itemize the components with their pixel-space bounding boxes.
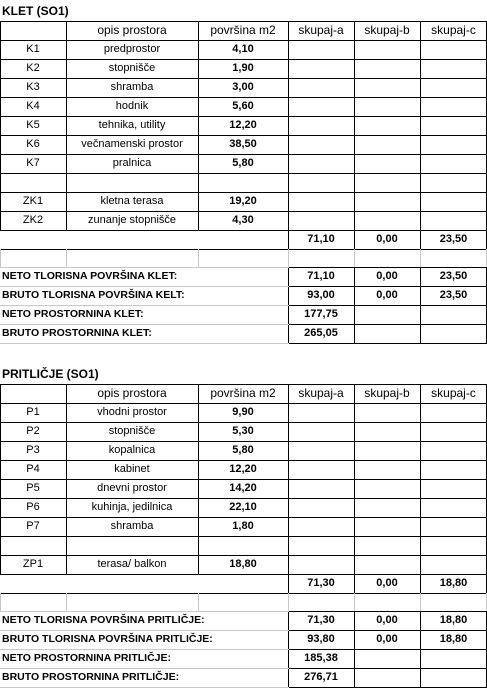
summary-label: BRUTO PROSTORNINA PRITLIČJE: (2, 671, 180, 683)
summary-a: 185,38 (304, 652, 338, 664)
room-code: K7 (26, 157, 40, 169)
room-area: 9,90 (232, 406, 254, 418)
table-row (0, 211, 487, 230)
grid-line (0, 593, 487, 594)
grid-line (66, 384, 67, 575)
grid-line (0, 78, 487, 79)
room-area: 12,20 (229, 463, 257, 475)
room-description: dnevni prostor (97, 482, 167, 494)
table-row (0, 192, 487, 211)
summary-c: 23,50 (439, 289, 468, 301)
summary-a: 71,30 (307, 614, 335, 626)
summary-a: 276,71 (304, 671, 338, 683)
grid-line (288, 687, 487, 688)
table-row (0, 154, 487, 173)
room-description: kuhinja, jedilnica (91, 501, 173, 513)
grid-line (66, 21, 67, 231)
room-code: P7 (26, 520, 40, 532)
grid-line (288, 286, 487, 287)
summary-c: 18,80 (439, 633, 468, 645)
summary-a: 93,00 (307, 289, 335, 301)
grid-line (0, 154, 487, 155)
room-area: 5,30 (232, 425, 254, 437)
table-row (0, 460, 487, 479)
grid-line (0, 249, 487, 250)
grid-line (0, 211, 487, 212)
room-description: pralnica (112, 157, 152, 169)
grid-line (0, 343, 289, 344)
table-row (0, 97, 487, 116)
grid-line (66, 249, 67, 268)
col-header-skupaj-a: skupaj-a (298, 23, 344, 37)
grid-line (354, 230, 355, 250)
grid-line (288, 611, 487, 612)
grid-line (0, 593, 1, 612)
room-description: stopnišče (108, 62, 156, 74)
summary-label: BRUTO TLORISNA POVRŠINA PRITLIČJE: (2, 633, 213, 645)
grid-line (0, 192, 487, 193)
summary-b: 0,00 (376, 270, 398, 282)
grid-line (0, 267, 289, 268)
grid-line (0, 687, 289, 688)
col-header-skupaj-b: skupaj-b (364, 386, 410, 400)
room-code: K3 (26, 81, 40, 93)
grid-line (288, 574, 289, 594)
pritlicje-totals-row (0, 574, 487, 593)
total-skupaj-c: 23,50 (439, 233, 468, 245)
grid-line (0, 249, 1, 268)
summary-row (0, 267, 487, 286)
summary-row (0, 611, 487, 630)
grid-line (0, 384, 487, 385)
grid-line (420, 593, 421, 612)
grid-line (354, 384, 355, 575)
grid-line (288, 305, 487, 306)
grid-line (288, 343, 487, 344)
grid-line (0, 517, 487, 518)
summary-label: NETO PROSTORNINA PRITLIČJE: (2, 652, 171, 664)
summary-row (0, 324, 487, 343)
room-description: hodnik (115, 100, 149, 112)
room-description: stopnišče (108, 425, 156, 437)
summary-b: 0,00 (376, 614, 398, 626)
room-code: P3 (26, 444, 40, 456)
grid-line (354, 593, 355, 612)
summary-a: 71,10 (307, 270, 335, 282)
grid-line (0, 668, 289, 669)
summary-row (0, 649, 487, 668)
room-area: 19,20 (229, 195, 257, 207)
room-area: 18,80 (229, 558, 257, 570)
room-code: P4 (26, 463, 40, 475)
total-skupaj-a: 71,10 (307, 233, 335, 245)
grid-line (420, 611, 421, 688)
room-code: P1 (26, 406, 40, 418)
grid-line (0, 135, 487, 136)
grid-line (0, 21, 487, 22)
room-description: shramba (110, 81, 154, 93)
grid-line (288, 324, 487, 325)
summary-c: 18,80 (439, 614, 468, 626)
grid-line (0, 422, 487, 423)
room-description: terasa/ balkon (97, 558, 167, 570)
summary-label: NETO TLORISNA POVRŠINA KLET: (2, 270, 178, 282)
grid-line (354, 249, 355, 268)
col-header-opis: opis prostora (97, 386, 167, 400)
room-description: kabinet (114, 463, 150, 475)
total-skupaj-c: 18,80 (439, 577, 468, 589)
col-header-skupaj-c: skupaj-c (431, 386, 476, 400)
room-area: 1,90 (232, 62, 254, 74)
summary-a: 93,80 (307, 633, 335, 645)
col-header-opis: opis prostora (97, 23, 167, 37)
room-area: 4,10 (232, 43, 254, 55)
summary-row (0, 305, 487, 324)
grid-line (288, 21, 289, 231)
room-code: ZK1 (22, 195, 44, 207)
grid-line (0, 59, 487, 60)
room-area: 3,00 (232, 81, 254, 93)
grid-line (0, 441, 487, 442)
grid-line (0, 460, 487, 461)
col-header-povrsina: površina m2 (210, 386, 276, 400)
room-code: K1 (26, 43, 40, 55)
grid-line (420, 267, 421, 344)
grid-line (198, 249, 199, 268)
room-code: ZP1 (22, 558, 44, 570)
grid-line (288, 230, 289, 250)
grid-line (0, 611, 289, 612)
col-header-skupaj-c: skupaj-c (431, 23, 476, 37)
grid-line (66, 593, 67, 612)
room-area: 4,30 (232, 214, 254, 226)
grid-line (0, 324, 289, 325)
grid-line (420, 574, 421, 594)
room-area: 22,10 (229, 501, 257, 513)
summary-label: NETO TLORISNA POVRŠINA PRITLIČJE: (2, 614, 205, 626)
klet-title: KLET (SO1) (2, 4, 69, 18)
summary-row (0, 630, 487, 649)
grid-line (0, 21, 1, 231)
klet-header-row (0, 21, 487, 40)
klet-totals-row (0, 230, 487, 249)
grid-line (288, 649, 487, 650)
room-description: kletna terasa (100, 195, 164, 207)
grid-line (0, 479, 487, 480)
col-header-skupaj-a: skupaj-a (298, 386, 344, 400)
summary-row (0, 286, 487, 305)
grid-line (198, 593, 199, 612)
summary-a: 265,05 (304, 327, 338, 339)
table-row (0, 59, 487, 78)
room-code: K4 (26, 100, 40, 112)
table-row (0, 517, 487, 536)
room-code: K6 (26, 138, 40, 150)
summary-row (0, 668, 487, 687)
grid-line (0, 116, 487, 117)
room-area: 1,80 (232, 520, 254, 532)
table-row (0, 441, 487, 460)
summary-a: 177,75 (304, 308, 338, 320)
grid-line (0, 40, 487, 41)
grid-line (420, 384, 421, 575)
room-area: 5,80 (232, 444, 254, 456)
col-header-povrsina: površina m2 (210, 23, 276, 37)
grid-line (288, 593, 289, 612)
room-area: 14,20 (229, 482, 257, 494)
room-code: K5 (26, 119, 40, 131)
table-row (0, 78, 487, 97)
col-header-skupaj-b: skupaj-b (364, 23, 410, 37)
total-skupaj-b: 0,00 (376, 233, 398, 245)
room-description: tehnika, utility (98, 119, 166, 131)
summary-b: 0,00 (376, 289, 398, 301)
grid-line (0, 97, 487, 98)
pritlicje-header-row (0, 384, 487, 403)
total-skupaj-a: 71,30 (307, 577, 335, 589)
summary-label: BRUTO TLORISNA POVRŠINA KELT: (2, 289, 185, 301)
summary-c: 23,50 (439, 270, 468, 282)
grid-line (0, 286, 289, 287)
table-row (0, 116, 487, 135)
room-code: P2 (26, 425, 40, 437)
table-row (0, 403, 487, 422)
grid-line (0, 536, 487, 537)
grid-line (0, 630, 289, 631)
room-description: predprostor (103, 43, 161, 55)
grid-line (354, 21, 355, 231)
grid-line (354, 267, 355, 344)
room-description: shramba (110, 520, 154, 532)
summary-b: 0,00 (376, 633, 398, 645)
grid-line (420, 21, 421, 231)
grid-line (0, 305, 289, 306)
pritlicje-title: PRITLIČJE (SO1) (2, 367, 99, 381)
grid-line (0, 555, 487, 556)
grid-line (420, 249, 421, 268)
grid-line (354, 611, 355, 688)
summary-label: NETO PROSTORNINA KLET: (2, 308, 144, 320)
table-row (0, 479, 487, 498)
grid-line (354, 574, 355, 594)
table-row (0, 555, 487, 574)
grid-line (198, 21, 199, 231)
grid-line (0, 230, 487, 231)
table-row (0, 422, 487, 441)
room-area: 38,50 (229, 138, 257, 150)
grid-line (0, 649, 289, 650)
grid-line (0, 574, 487, 575)
room-code: ZK2 (22, 214, 44, 226)
grid-line (288, 249, 289, 268)
grid-line (288, 668, 487, 669)
grid-line (288, 267, 487, 268)
room-code: P6 (26, 501, 40, 513)
room-description: zunanje stopnišče (87, 214, 177, 226)
room-description: vhodni prostor (97, 406, 167, 418)
total-skupaj-b: 0,00 (376, 577, 398, 589)
grid-line (0, 384, 1, 575)
room-description: večnamenski prostor (81, 138, 183, 150)
room-area: 5,60 (232, 100, 254, 112)
room-code: P5 (26, 482, 40, 494)
grid-line (288, 384, 289, 575)
summary-label: BRUTO PROSTORNINA KLET: (2, 327, 152, 339)
table-row (0, 135, 487, 154)
table-row (0, 498, 487, 517)
grid-line (288, 630, 487, 631)
grid-line (420, 230, 421, 250)
room-description: kopalnica (108, 444, 156, 456)
room-area: 5,80 (232, 157, 254, 169)
room-code: K2 (26, 62, 40, 74)
room-area: 12,20 (229, 119, 257, 131)
grid-line (0, 403, 487, 404)
table-row (0, 40, 487, 59)
grid-line (0, 498, 487, 499)
grid-line (198, 384, 199, 575)
grid-line (0, 173, 487, 174)
